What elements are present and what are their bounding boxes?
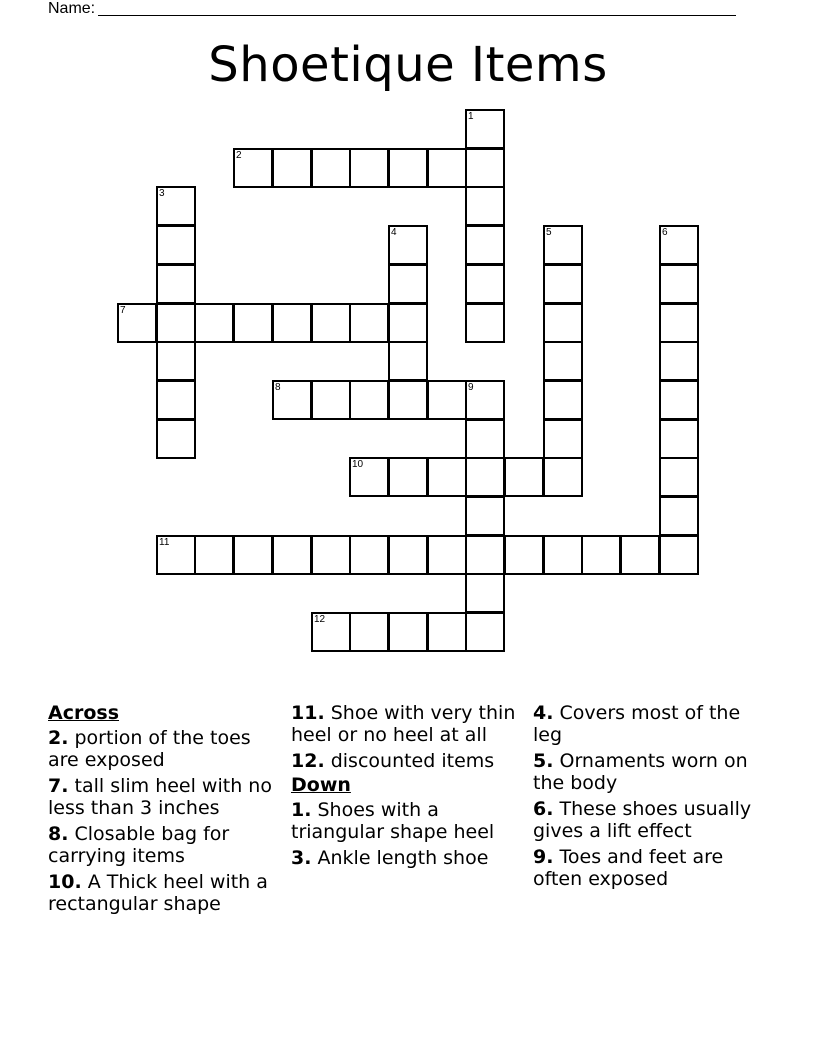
clue-number: 4. bbox=[533, 702, 554, 724]
clue-down-4 bbox=[533, 702, 769, 746]
clue-across-12 bbox=[291, 750, 527, 772]
grid-cell[interactable] bbox=[465, 457, 505, 497]
grid-cell[interactable] bbox=[194, 535, 234, 575]
grid-cell[interactable] bbox=[388, 535, 428, 575]
clue-number: 2. bbox=[48, 727, 69, 749]
grid-cell[interactable] bbox=[427, 380, 467, 420]
grid-cell[interactable] bbox=[659, 264, 699, 304]
grid-cell[interactable] bbox=[465, 496, 505, 536]
grid-cell[interactable] bbox=[156, 419, 196, 459]
page-title: Shoetique Items bbox=[208, 37, 608, 93]
clue-text: Ankle length shoe bbox=[317, 847, 489, 869]
cell-number: 8 bbox=[275, 382, 281, 393]
grid-cell[interactable] bbox=[465, 109, 505, 149]
grid-cell[interactable] bbox=[620, 535, 660, 575]
clue-text: Closable bag for carrying items bbox=[48, 823, 230, 867]
grid-cell[interactable] bbox=[311, 612, 351, 652]
grid-cell[interactable] bbox=[156, 341, 196, 381]
down-heading: Down bbox=[291, 774, 351, 796]
grid-cell[interactable] bbox=[659, 535, 699, 575]
cell-number: 5 bbox=[546, 227, 552, 238]
grid-cell[interactable] bbox=[465, 264, 505, 304]
grid-cell[interactable] bbox=[659, 341, 699, 381]
across-heading: Across bbox=[48, 702, 120, 724]
grid-cell[interactable] bbox=[659, 225, 699, 265]
grid-cell[interactable] bbox=[388, 457, 428, 497]
cell-number: 11 bbox=[159, 537, 170, 548]
grid-cell[interactable] bbox=[465, 612, 505, 652]
cell-number: 7 bbox=[120, 305, 126, 316]
grid-cell[interactable] bbox=[388, 148, 428, 188]
grid-cell[interactable] bbox=[465, 535, 505, 575]
grid-cell[interactable] bbox=[543, 341, 583, 381]
grid-cell[interactable] bbox=[465, 303, 505, 343]
grid-cell[interactable] bbox=[659, 380, 699, 420]
grid-cell[interactable] bbox=[272, 303, 312, 343]
grid-cell[interactable] bbox=[543, 225, 583, 265]
clue-text: These shoes usually gives a lift effect bbox=[533, 798, 752, 842]
grid-cell[interactable] bbox=[388, 264, 428, 304]
grid-cell[interactable] bbox=[311, 148, 351, 188]
grid-cell[interactable] bbox=[659, 303, 699, 343]
clue-number: 11. bbox=[291, 702, 325, 724]
grid-cell[interactable] bbox=[388, 303, 428, 343]
clues-column-3 bbox=[533, 702, 769, 894]
grid-cell[interactable] bbox=[581, 535, 621, 575]
cell-number: 9 bbox=[468, 382, 474, 393]
clue-across-7 bbox=[48, 775, 284, 819]
clue-text: tall slim heel with no less than 3 inches bbox=[48, 775, 272, 819]
grid-cell[interactable] bbox=[117, 303, 157, 343]
clue-number: 1. bbox=[291, 799, 312, 821]
clue-number: 9. bbox=[533, 846, 554, 868]
grid-cell[interactable] bbox=[388, 225, 428, 265]
cell-number: 6 bbox=[662, 227, 668, 238]
cell-number: 3 bbox=[159, 188, 165, 199]
grid-cell[interactable] bbox=[427, 457, 467, 497]
grid-cell[interactable] bbox=[349, 380, 389, 420]
grid-cell[interactable] bbox=[427, 535, 467, 575]
grid-cell[interactable] bbox=[543, 303, 583, 343]
grid-cell[interactable] bbox=[388, 380, 428, 420]
grid-cell[interactable] bbox=[272, 148, 312, 188]
clue-text: Covers most of the leg bbox=[533, 702, 741, 746]
grid-cell[interactable] bbox=[504, 535, 544, 575]
clue-number: 5. bbox=[533, 750, 554, 772]
grid-cell[interactable] bbox=[349, 612, 389, 652]
cell-number: 4 bbox=[391, 227, 397, 238]
clue-number: 8. bbox=[48, 823, 69, 845]
grid-cell[interactable] bbox=[465, 573, 505, 613]
grid-cell[interactable] bbox=[388, 341, 428, 381]
grid-cell[interactable] bbox=[156, 186, 196, 226]
grid-cell[interactable] bbox=[311, 535, 351, 575]
cell-number: 2 bbox=[236, 150, 242, 161]
grid-cell[interactable] bbox=[427, 612, 467, 652]
clue-across-2 bbox=[48, 727, 284, 771]
grid-cell[interactable] bbox=[659, 496, 699, 536]
grid-cell[interactable] bbox=[233, 148, 273, 188]
grid-cell[interactable] bbox=[659, 419, 699, 459]
cell-number: 12 bbox=[314, 614, 326, 625]
clue-text: portion of the toes are exposed bbox=[48, 727, 251, 771]
clue-text: Shoes with a triangular shape heel bbox=[291, 799, 495, 843]
clue-text: Toes and feet are often exposed bbox=[533, 846, 724, 890]
grid-cell[interactable] bbox=[388, 612, 428, 652]
grid-cell[interactable] bbox=[543, 457, 583, 497]
grid-cell[interactable] bbox=[543, 264, 583, 304]
clue-down-3 bbox=[291, 847, 527, 869]
grid-cell[interactable] bbox=[659, 457, 699, 497]
grid-cell[interactable] bbox=[349, 303, 389, 343]
clue-text: Shoe with very thin heel or no heel at all bbox=[291, 702, 516, 746]
grid-cell[interactable] bbox=[504, 457, 544, 497]
grid-cell[interactable] bbox=[465, 148, 505, 188]
clue-number: 10. bbox=[48, 871, 82, 893]
clues-column-1 bbox=[48, 702, 284, 919]
grid-cell[interactable] bbox=[156, 303, 196, 343]
clue-across-10 bbox=[48, 871, 284, 915]
name-field bbox=[48, 0, 736, 18]
clue-across-11 bbox=[291, 702, 527, 746]
grid-cell[interactable] bbox=[156, 535, 196, 575]
grid-cell[interactable] bbox=[156, 380, 196, 420]
clue-down-5 bbox=[533, 750, 769, 794]
clue-number: 12. bbox=[291, 750, 325, 772]
clue-across-8 bbox=[48, 823, 284, 867]
grid-cell[interactable] bbox=[194, 303, 234, 343]
clue-text: Ornaments worn on the body bbox=[533, 750, 748, 794]
grid-cell[interactable] bbox=[465, 225, 505, 265]
grid-cell[interactable] bbox=[543, 419, 583, 459]
clue-down-9 bbox=[533, 846, 769, 890]
clue-number: 6. bbox=[533, 798, 554, 820]
grid-cell[interactable] bbox=[349, 457, 389, 497]
grid-cell[interactable] bbox=[272, 535, 312, 575]
grid-cell[interactable] bbox=[349, 535, 389, 575]
clue-text: A Thick heel with a rectangular shape bbox=[48, 871, 268, 915]
grid-cell[interactable] bbox=[465, 419, 505, 459]
grid-cell[interactable] bbox=[233, 535, 273, 575]
cell-number: 1 bbox=[468, 111, 474, 122]
clue-number: 7. bbox=[48, 775, 69, 797]
clue-down-6 bbox=[533, 798, 769, 842]
clue-down-1 bbox=[291, 799, 527, 843]
grid-cell[interactable] bbox=[156, 264, 196, 304]
grid-cell[interactable] bbox=[465, 186, 505, 226]
clues-column-2 bbox=[291, 702, 527, 873]
grid-cell[interactable] bbox=[156, 225, 196, 265]
grid-cell[interactable] bbox=[311, 380, 351, 420]
name-label: Name: bbox=[48, 0, 96, 17]
grid-cell[interactable] bbox=[311, 303, 351, 343]
grid-cell[interactable] bbox=[465, 380, 505, 420]
grid-cell[interactable] bbox=[427, 148, 467, 188]
clue-number: 3. bbox=[291, 847, 312, 869]
grid-cell[interactable] bbox=[349, 148, 389, 188]
grid-cell[interactable] bbox=[233, 303, 273, 343]
grid-cell[interactable] bbox=[272, 380, 312, 420]
cell-number: 10 bbox=[352, 459, 364, 470]
clue-text: discounted items bbox=[330, 750, 495, 772]
grid-cell[interactable] bbox=[543, 380, 583, 420]
name-underline bbox=[98, 14, 736, 16]
grid-cell[interactable] bbox=[543, 535, 583, 575]
